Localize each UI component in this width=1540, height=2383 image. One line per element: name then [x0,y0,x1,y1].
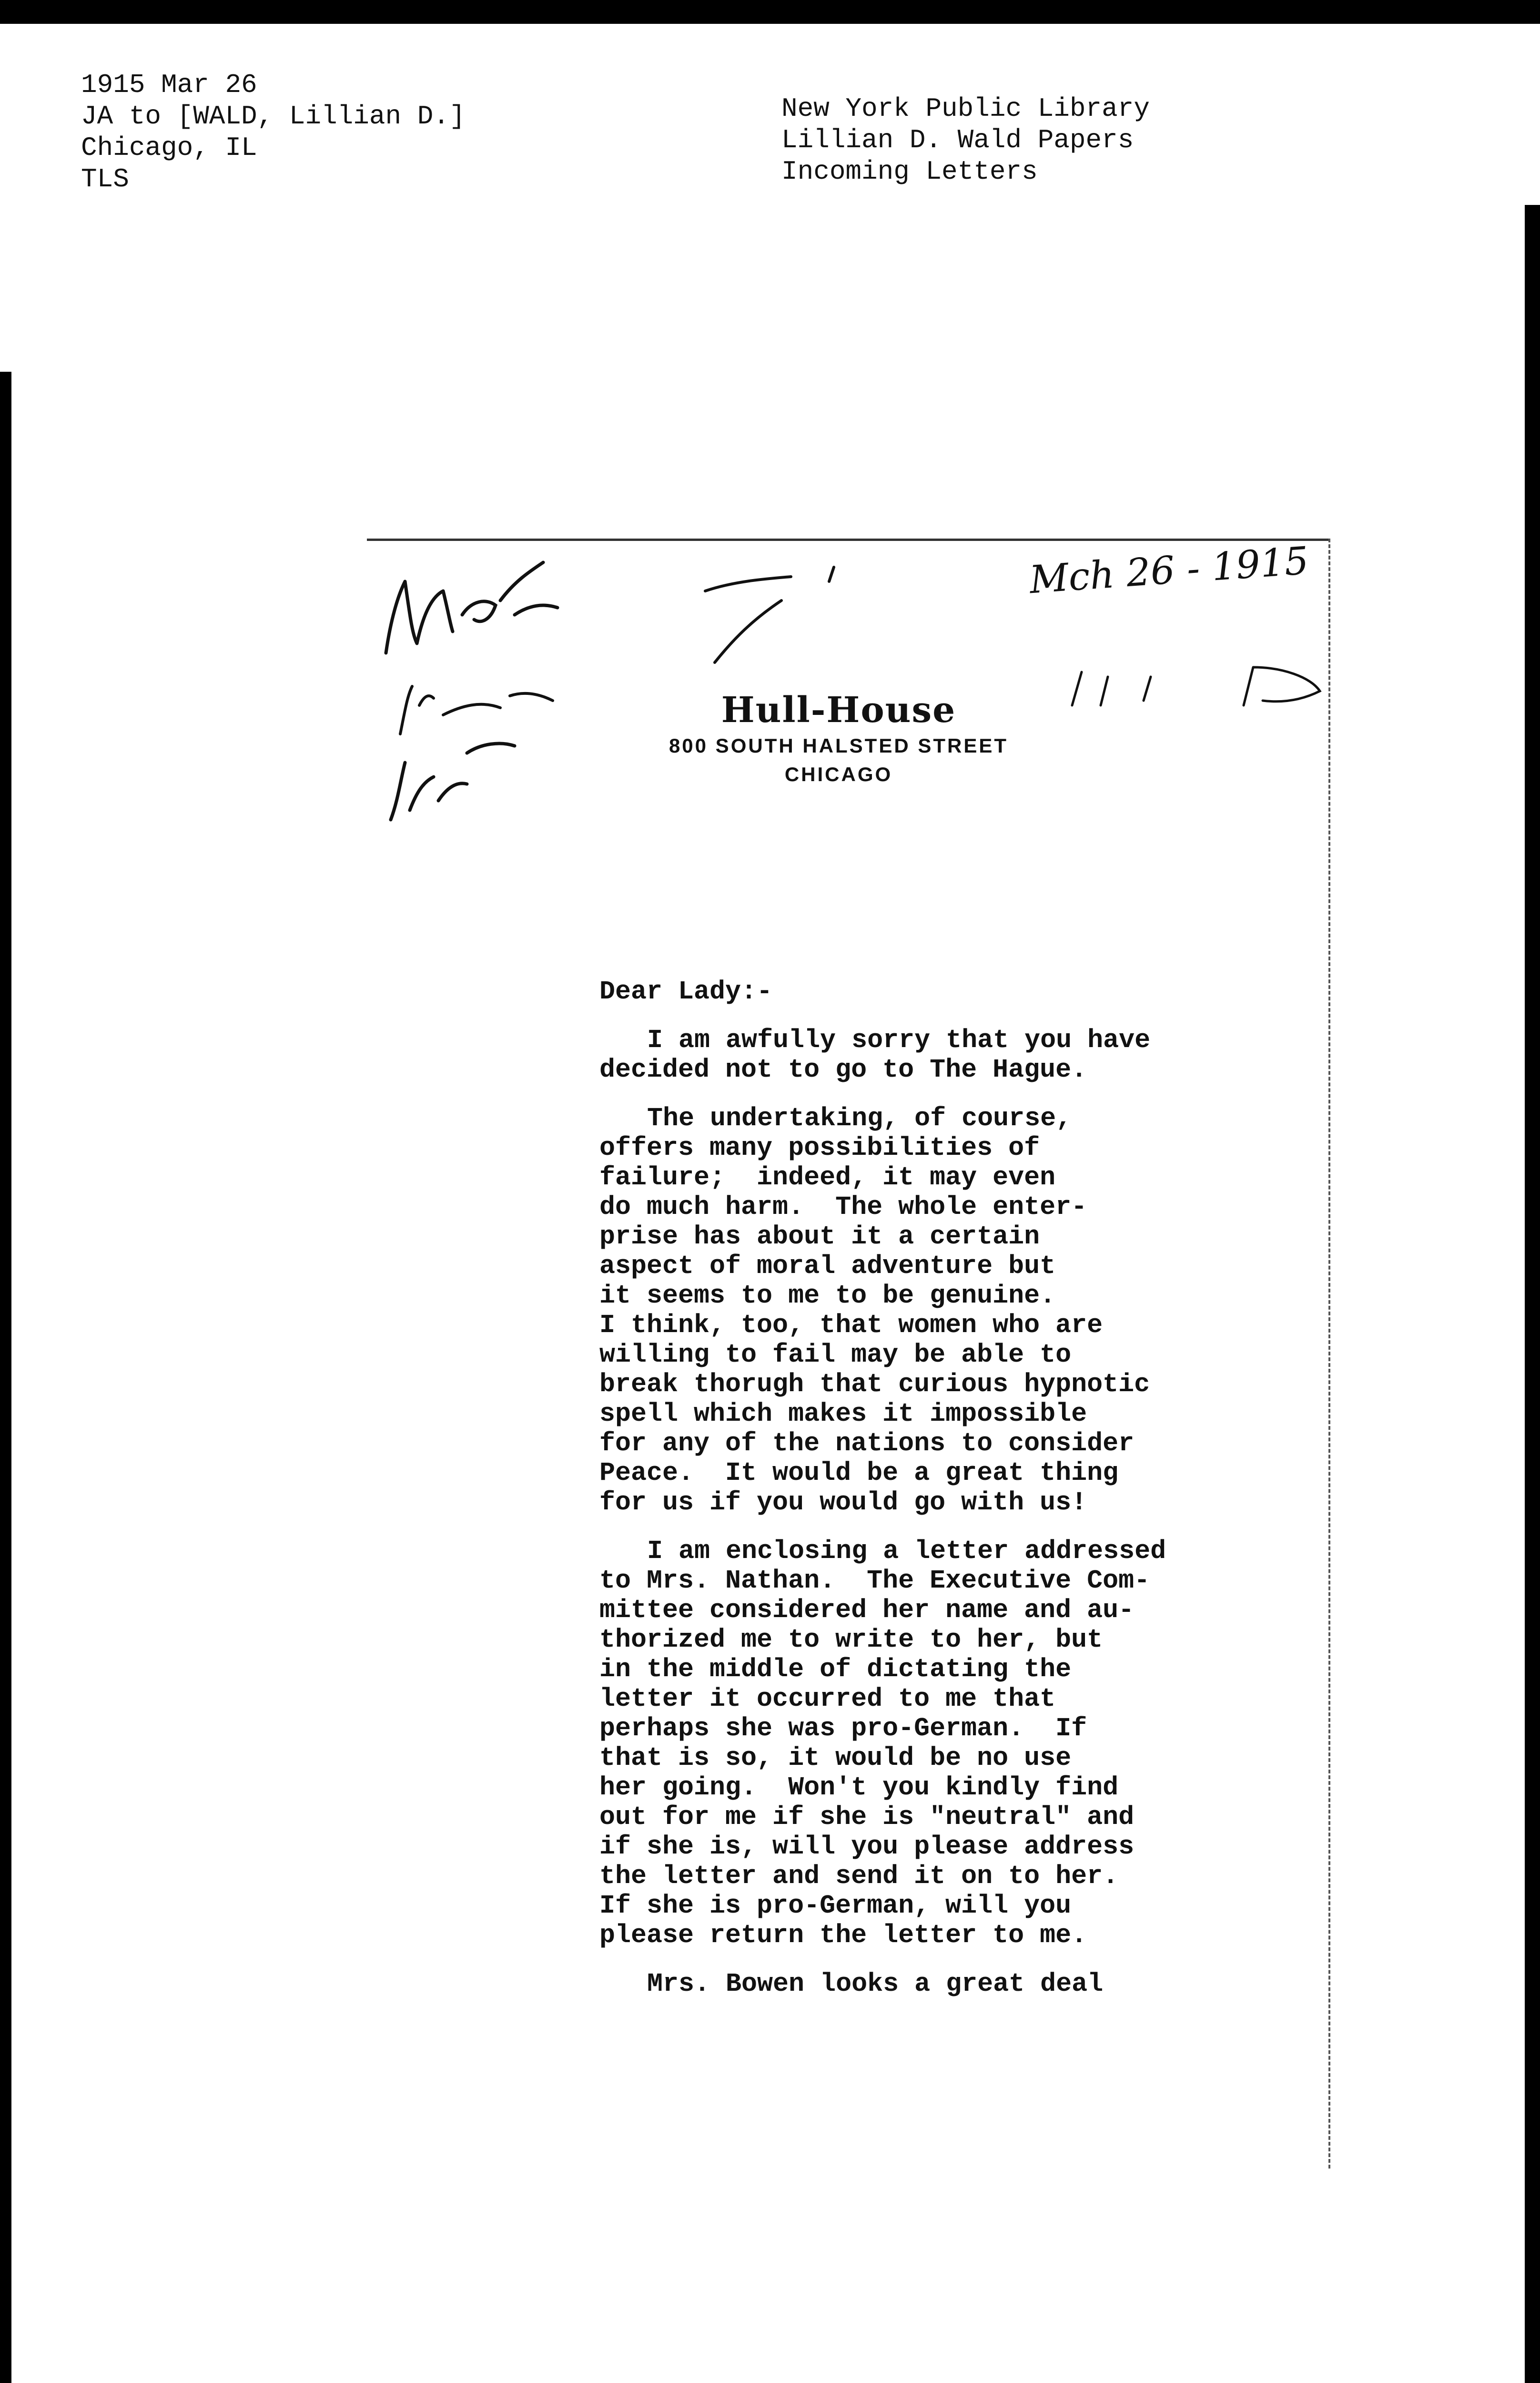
letter-line: if she is, will you please address [599,1832,1135,1862]
letter-line: decided not to go to The Hague. [599,1055,1087,1085]
letter-line: that is so, it would be no use [599,1743,1072,1773]
letter-line: thorized me to write to her, but [599,1625,1103,1655]
letter-line: in the middle of dictating the [599,1654,1072,1684]
letter-line: do much harm. The whole enter- [599,1192,1087,1222]
archive-header [81,69,466,195]
scan-right-edge [1525,205,1540,2383]
letter-line: Peace. It would be a great thing [599,1458,1119,1488]
letter-sheet-right-edge [1328,539,1330,2169]
handwritten-margin-mark [1063,658,1329,715]
letter-line: I am enclosing a letter addressed [647,1536,1166,1566]
letter-line: for any of the nations to consider [599,1428,1135,1458]
letter-line: to Mrs. Nathan. The Executive Com- [599,1566,1150,1596]
collection-info [781,93,1150,187]
archive-date: 1915 Mar 26 [81,70,257,100]
handwritten-date-note: Mch 26 - 1915 [1028,538,1310,602]
letter-line: the letter and send it on to her. [599,1861,1119,1891]
letter-line: Mrs. Bowen looks a great deal [647,1969,1104,1999]
archive-type: TLS [81,164,129,194]
letter-line: I think, too, that women who are [599,1310,1103,1340]
letter-line: offers many possibilities of [599,1133,1040,1163]
scan-top-border [0,0,1540,24]
letter-line: failure; indeed, it may even [599,1162,1056,1192]
letter-line: break thorugh that curious hypnotic [599,1369,1150,1399]
letter-line: out for me if she is "neutral" and [599,1802,1135,1832]
letter-sheet-top-edge [367,539,1329,541]
letter-line: If she is pro-German, will you [599,1891,1072,1921]
salutation: Dear Lady:- [599,977,773,1007]
letter-line: for us if you would go with us! [599,1487,1087,1517]
archive-place: Chicago, IL [81,132,257,163]
letterhead [619,689,1058,789]
letter-line: mittee considered her name and au- [599,1595,1135,1625]
letter-line: perhaps she was pro-German. If [599,1713,1087,1743]
scan-left-edge [0,372,11,2383]
letter-line: please return the letter to me. [599,1920,1087,1950]
letter-line: her going. Won't you kindly find [599,1772,1119,1803]
letter-line: spell which makes it impossible [599,1399,1087,1429]
letter-line: prise has about it a certain [599,1222,1040,1252]
letter-line: I am awfully sorry that you have [647,1025,1151,1055]
collection-series: Incoming Letters [781,156,1038,187]
letterhead-street: 800 SOUTH HALSTED STREET [669,734,1009,757]
letter-line: aspect of moral adventure but [599,1251,1056,1281]
letter-line: The undertaking, of course, [647,1103,1072,1133]
letter-line: it seems to me to be genuine. [599,1281,1056,1311]
collection-papers: Lillian D. Wald Papers [781,125,1134,155]
letter-line: willing to fail may be able to [599,1340,1072,1370]
letterhead-name: Hull-House [721,690,956,731]
letter-line: letter it occurred to me that [599,1684,1056,1714]
letterhead-city: CHICAGO [784,763,893,785]
archive-correspondents: JA to [WALD, Lillian D.] [81,101,466,132]
letter-body [599,977,1290,1999]
collection-library: New York Public Library [781,93,1150,124]
